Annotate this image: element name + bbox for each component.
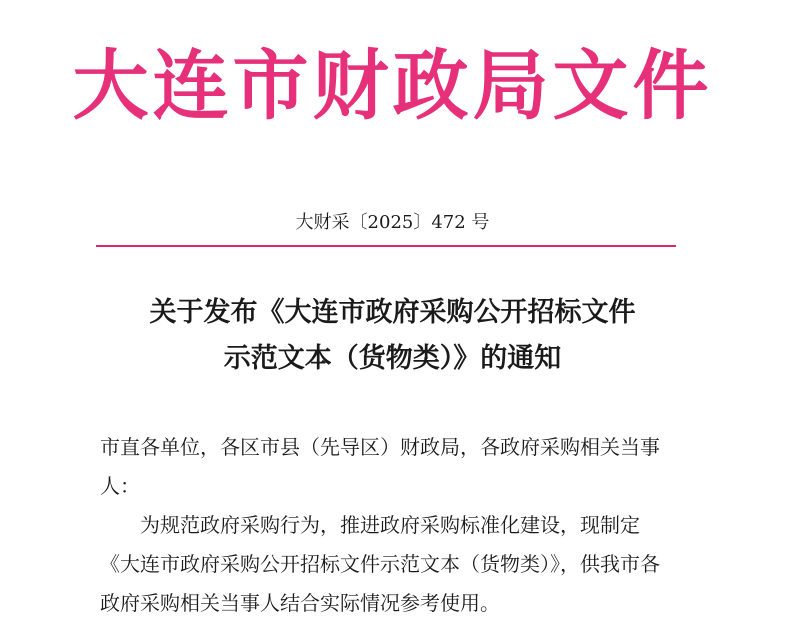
red-divider-line [96,245,676,247]
document-title [0,290,785,382]
addressee-line: 市直各单位，各区市县（先导区）财政局，各政府采购相关当事人： [100,435,660,498]
title-line-1: 关于发布《大连市政府采购公开招标文件 [149,297,636,328]
issuer-masthead: 大连市财政局文件 [72,41,713,130]
document-body [100,428,670,623]
body-paragraph: 为规范政府采购行为，推进政府采购标准化建设，现制定《大连市政府采购公开招标文件示范文本（货物类）》，供我市各政府采购相关当事人结合实际情况参考使用。 [100,513,660,615]
document-number: 大财采〔2025〕472 号 [295,212,490,233]
title-line-2: 示范文本（货物类）》的通知 [223,343,562,374]
